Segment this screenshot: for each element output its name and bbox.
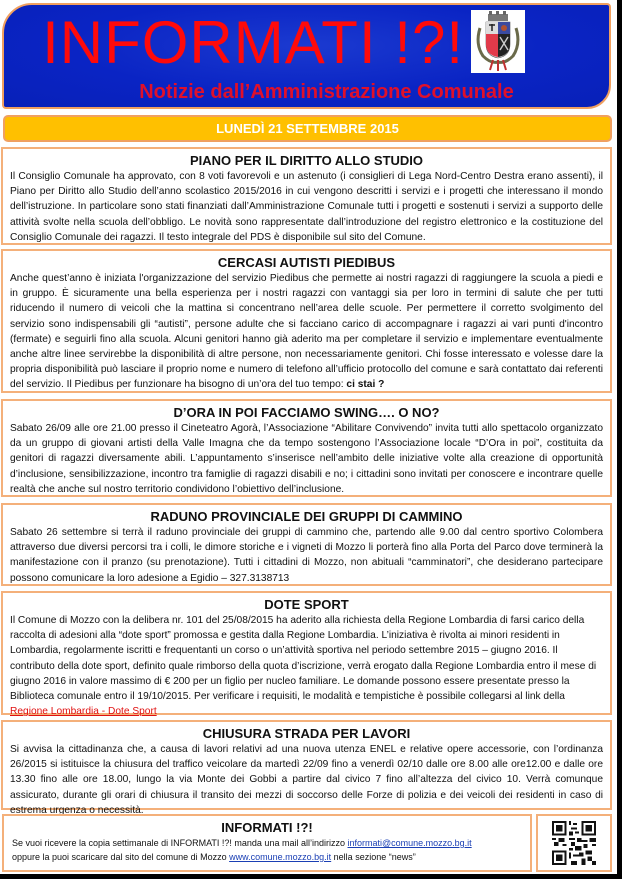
issue-date-bar: LUNEDÌ 21 SETTEMBRE 2015 bbox=[3, 115, 612, 142]
article-body: Si avvisa la cittadinanza che, a causa di lavori relativi ad una nuova utenza ENEL e relative opere accessorie, con l’ordinanza 26/2015 si istituisce la chiusura del traffico veicolare da martedì 22/09 fino a venerdì 02/10 dalle ore 8.00 alle ore12.00 e dalle ore 13.30 fino alle ore 18.00, lungo la via Monte dei Gobbi a partire dal civico 7 fino all’altezza del civico 10. Verrà comunque assicurato, durante gli orari di chiusura il transito dei mezzi di soccorso delle Forze di polizia e dei veicoli dei residenti in caso di estrema urgenza o necessità. bbox=[10, 744, 603, 816]
article-body bbox=[10, 613, 603, 719]
article-piedibus bbox=[1, 249, 612, 393]
article-chiusura-strada bbox=[1, 720, 612, 816]
page-right-edge bbox=[617, 0, 622, 879]
website-link[interactable]: www.comune.mozzo.bg.it bbox=[229, 852, 332, 862]
qr-code-icon[interactable] bbox=[552, 821, 596, 865]
article-title: PIANO PER IL DIRITTO ALLO STUDIO bbox=[189, 153, 424, 168]
email-link[interactable]: informati@comune.mozzo.bg.it bbox=[347, 838, 472, 848]
article-body: Sabato 26/09 alle ore 21.00 presso il Cineteatro Agorà, l’Associazione “Abilitare Convivendo” invita tutti allo spettacolo organizzato da un gruppo di giovani artisti della Valle Imagna che da tempo sostengono l’Associazione locale “D’Ora in poi”, costituita da genitori di ragazzi diversamente abili. L’appuntamento s’inserisce nell’ambito delle iniziative volte alla creazione di opportunità d’inclusione, sensibilizzazione, incontro tra famiglie di ragazzi disabili e no; i cittadini sono invitati per conoscere e incontrare quelle realtà che anche sul nostro territorio condividono l’obiettivo dell’inclusione. bbox=[10, 423, 603, 495]
subscription-text: oppure la puoi scaricare dal sito del comune di Mozzo bbox=[12, 852, 230, 862]
article-title: DOTE SPORT bbox=[264, 597, 349, 612]
newsletter-header bbox=[2, 3, 611, 109]
municipal-crest-icon bbox=[471, 10, 525, 73]
article-title: CERCASI AUTISTI PIEDIBUS bbox=[217, 255, 396, 270]
article-body: Sabato 26 settembre si terrà il raduno provinciale dei gruppi di cammino che, partendo alle 9.00 dal centro sportivo Colombera attraverso due diversi percorsi tra i colli, le dimore storiche e i vigneti di Mozzo li porterà fino alla Porta del Parco dove terminerà la manifestazione con il pranzo (su prenotazione). Tutti i cittadini di Mozzo, non abituali “camminatori”, che desiderano partecipare possono comunicare la loro adesione a Egidio – 327.3138713 bbox=[10, 527, 603, 584]
article-swing bbox=[1, 399, 612, 497]
article-title: D’ORA IN POI FACCIAMO SWING…. O NO? bbox=[173, 405, 440, 420]
subscription-title: INFORMATI !?! bbox=[221, 820, 313, 835]
subscription-text: Se vuoi ricevere la copia settimanale di INFORMATI !?! manda una mail all’indirizzo bbox=[12, 838, 348, 848]
article-body-text: Anche quest’anno è iniziata l'organizzazione del servizio Piedibus che permette ai nostri ragazzi di raggiungere la scuola a piedi e in gruppo. È sicuramente una bella esperienza per i nostri ragazzi con vantaggi sia per loro in termini di salute che per tutti riducendo il numero di veicoli che la mattina si concentrano nell’area delle scuole. Per permettere il corretto svolgimento del servizio sono indispensabili gli “autisti”, persone adulte che si facciano carico di accompagnare i ragazzi ai vari punti d'incontro (fermate) e seguirli fino alla scuola. Alcuni genitori hanno già aderito ma per completare il servizio e implementare eventualmente anche altre linee servirebbe la disponibilità di altre persone, non necessariamente genitori. Chi fosse interessato e volesse dare la propria disponibilità può lasciare il proprio nome e numero di telefono all’ufficio protocollo del comune e sarà contattato dai referenti del servizio. Il Piedibus per funzionare ha bisogno di un’ora del tuo tempo: bbox=[10, 273, 603, 391]
article-title: CHIUSURA STRADA PER LAVORI bbox=[202, 726, 411, 741]
article-emphasis: ci stai ? bbox=[346, 379, 385, 391]
article-body bbox=[10, 271, 603, 393]
subscription-box bbox=[2, 814, 532, 872]
article-diritto-studio bbox=[1, 147, 612, 245]
subscription-line-2 bbox=[12, 850, 522, 864]
article-title: RADUNO PROVINCIALE DEI GRUPPI DI CAMMINO bbox=[150, 509, 463, 524]
article-dote-sport bbox=[1, 591, 612, 718]
newsletter-title: INFORMATI !?! bbox=[42, 9, 464, 76]
article-body: Il Consiglio Comunale ha approvato, con 8 voti favorevoli e un astenuto (i consiglieri di Lega Nord-Centro Destra erano assenti), il Piano per Diritto allo Studio dell’anno scolastico 2015/2016 in cui vengono descritti i servizi e i progetti che interessano il mondo dell’istruzione. In particolare sono stati finanziati dall’Amministrazione Comunale tutti i progetti e sostenuti i servizi a supporto delle attività svolte nella scuola dell’obbligo. Le novità sono rappresentate dall’introduzione del registro elettronico e la costituzione del Consiglio Comunale dei ragazzi. Il testo integrale del PDS è disponibile sul sito del Comune. bbox=[10, 171, 603, 243]
page-bottom-edge bbox=[0, 874, 622, 879]
article-raduno bbox=[1, 503, 612, 586]
article-body-text: Il Comune di Mozzo con la delibera nr. 101 del 25/08/2015 ha aderito alla richiesta della Regione Lombardia di farsi carico della raccolta di adesioni alla “dote sport” promossa e gestita dalla Regione Lombardia. L’iniziativa è rivolta ai minori residenti in Lombardia, regolarmente iscritti e frequentanti un corso o un’attività sportiva nel periodo settembre 2015 – giugno 2016. Il contributo della dote sport, definito quale rimborso della quota d’iscrizione, verrà erogato dalla Regione Lombardia entro il mese di giugno 2016 in valore massimo di € 200 per un figlio per nucleo familiare. Le domande possono essere presentate presso la Biblioteca comunale entro il 19/10/2015. Per verificare i requisiti, le modalità e tempistiche è possibile collegarsi al link della bbox=[10, 615, 597, 703]
newsletter-subtitle: Notizie dall’Amministrazione Comunale bbox=[139, 81, 514, 103]
qr-code-box bbox=[536, 814, 612, 872]
subscription-line-1 bbox=[12, 836, 522, 850]
subscription-text: nella sezione “news” bbox=[331, 852, 416, 862]
dote-sport-link[interactable]: Regione Lombardia - Dote Sport bbox=[10, 706, 157, 718]
